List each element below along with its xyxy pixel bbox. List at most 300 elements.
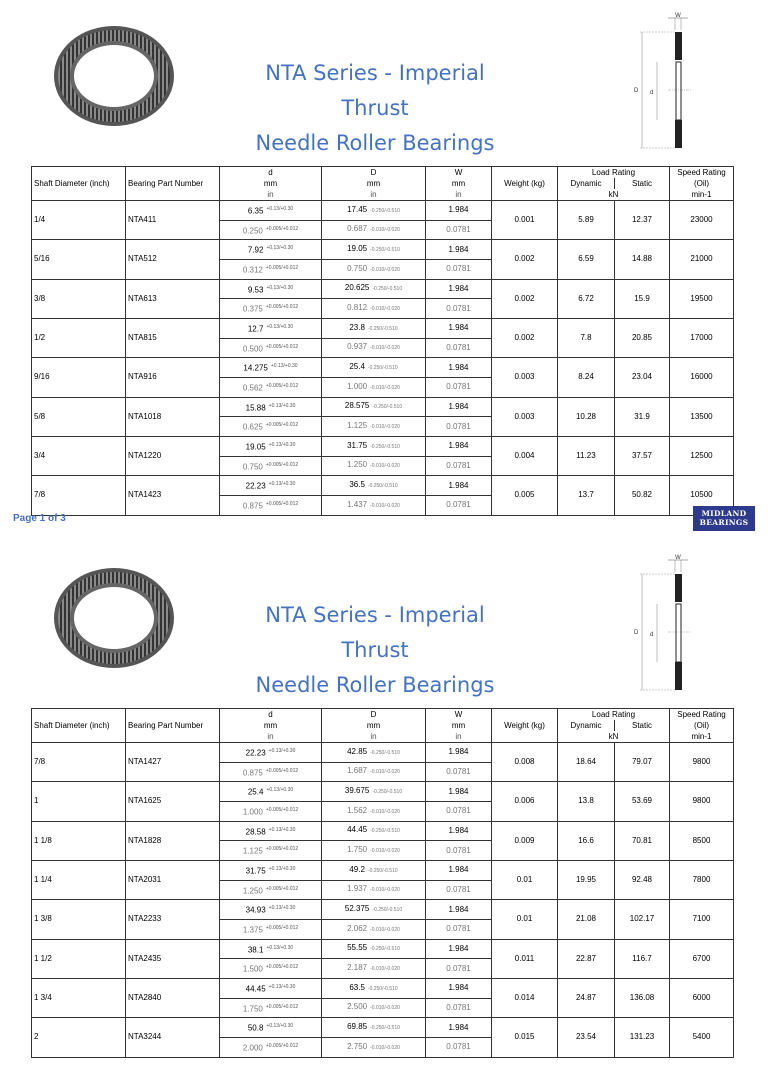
- table-row: [32, 782, 734, 802]
- D-in-value: 1.437: [347, 499, 368, 509]
- cell-shaft: 1 1/4: [32, 860, 126, 899]
- cell-shaft: 1 1/2: [32, 939, 126, 978]
- d-in-tolerance: +0.005/+0.012: [265, 225, 299, 232]
- D-in-value: 1.937: [347, 884, 368, 894]
- header-d: d: [220, 167, 322, 179]
- header-W: W: [426, 167, 492, 179]
- D-in-tolerance: -0.010/-0.020: [370, 769, 400, 776]
- cell-d-in: [220, 456, 322, 476]
- cell-D-mm: [322, 743, 426, 763]
- cell-D-in: [322, 299, 426, 319]
- cell-d-in: [220, 220, 322, 240]
- header-shaft: Shaft Diameter (inch): [32, 167, 126, 201]
- D-mm-value: 39.675: [344, 786, 370, 796]
- D-in-tolerance: -0.010/-0.020: [370, 848, 400, 855]
- cell-weight: 0.014: [492, 978, 558, 1017]
- D-in-tolerance: -0.010/-0.020: [370, 502, 400, 509]
- d-mm-tolerance: +0.13/+0.30: [266, 323, 294, 330]
- cell-static: 37.57: [615, 436, 670, 475]
- d-in-tolerance: +0.005/+0.012: [265, 304, 299, 311]
- cell-shaft: 3/4: [32, 436, 126, 475]
- cell-d-mm: [220, 436, 322, 456]
- header-oil: (Oil): [670, 178, 734, 189]
- cell-static: 136.08: [615, 978, 670, 1017]
- D-mm-value: 36.5: [349, 480, 365, 490]
- table-row: [32, 821, 734, 841]
- cell-d-mm: [220, 1018, 322, 1038]
- cell-D-mm: [322, 279, 426, 299]
- d-mm-tolerance: +0.13/+0.30: [266, 944, 294, 951]
- cell-W-in: 0.0781: [426, 998, 492, 1018]
- d-mm-value: 22.23: [245, 481, 266, 491]
- cell-D-mm: [322, 860, 426, 880]
- header-D-in: in: [322, 189, 426, 201]
- d-mm-value: 19.05: [245, 442, 266, 452]
- header-static: Static: [615, 720, 670, 731]
- cell-D-mm: [322, 782, 426, 802]
- D-mm-tolerance: -0.250/-0.510: [372, 286, 403, 293]
- cell-speed: 17000: [670, 318, 734, 357]
- diagram-label-d: d: [650, 90, 654, 96]
- d-mm-tolerance: +0.13/+0.30: [266, 245, 294, 252]
- logo-line-2: BEARINGS: [699, 518, 749, 527]
- cell-W-in: 0.0781: [426, 259, 492, 279]
- D-in-tolerance: -0.010/-0.020: [370, 1005, 400, 1012]
- d-mm-value: 9.53: [247, 285, 264, 295]
- D-mm-value: 42.85: [347, 746, 368, 756]
- D-in-value: 1.125: [347, 421, 368, 431]
- cell-part: NTA1220: [126, 436, 220, 475]
- cell-weight: 0.003: [492, 358, 558, 397]
- cell-weight: 0.009: [492, 821, 558, 860]
- cell-d-in: [220, 998, 322, 1018]
- header-load-rating: Load Rating: [558, 167, 670, 179]
- D-mm-value: 63.5: [349, 982, 365, 992]
- cell-static: 116.7: [615, 939, 670, 978]
- cell-dynamic: 6.59: [558, 240, 615, 279]
- cell-D-in: [322, 456, 426, 476]
- d-mm-value: 6.35: [247, 206, 264, 216]
- cell-dynamic: 24.87: [558, 978, 615, 1017]
- d-in-value: 1.375: [242, 925, 263, 935]
- header-W-in: in: [426, 189, 492, 201]
- D-mm-tolerance: -0.250/-0.510: [372, 789, 403, 796]
- D-mm-tolerance: -0.250/-0.510: [370, 207, 400, 214]
- cell-d-in: [220, 841, 322, 861]
- cell-D-in: [322, 801, 426, 821]
- D-mm-value: 19.05: [347, 244, 368, 254]
- D-in-value: 2.062: [347, 923, 368, 933]
- cell-D-in: [322, 959, 426, 979]
- D-mm-value: 20.625: [344, 283, 370, 293]
- D-in-tolerance: -0.010/-0.020: [370, 266, 400, 273]
- cell-W-mm: 1.984: [426, 782, 492, 802]
- cell-W-in: 0.0781: [426, 841, 492, 861]
- d-mm-tolerance: +0.13/+0.30: [266, 1023, 294, 1030]
- cell-speed: 6700: [670, 939, 734, 978]
- cell-W-in: 0.0781: [426, 417, 492, 437]
- d-mm-tolerance: +0.13/+0.30: [268, 441, 296, 448]
- cell-d-in: [220, 377, 322, 397]
- cell-weight: 0.011: [492, 939, 558, 978]
- d-mm-tolerance: +0.13/+0.30: [268, 481, 296, 488]
- cell-d-mm: [220, 318, 322, 338]
- cell-d-in: [220, 338, 322, 358]
- cell-part: NTA916: [126, 358, 220, 397]
- cell-D-in: [322, 919, 426, 939]
- d-in-value: 0.750: [242, 462, 263, 472]
- cell-speed: 8500: [670, 821, 734, 860]
- D-in-tolerance: -0.010/-0.020: [370, 463, 400, 470]
- D-mm-tolerance: -0.250/-0.510: [372, 404, 403, 411]
- cell-static: 50.82: [615, 476, 670, 515]
- cell-d-mm: [220, 860, 322, 880]
- d-in-tolerance: +0.005/+0.012: [265, 964, 299, 971]
- d-in-tolerance: +0.005/+0.012: [265, 767, 299, 774]
- bearing-spec-table: [31, 708, 734, 1058]
- cell-part: NTA1427: [126, 743, 220, 782]
- d-in-value: 0.625: [242, 422, 263, 432]
- cell-W-in: 0.0781: [426, 495, 492, 515]
- cell-shaft: 1 3/8: [32, 900, 126, 939]
- cell-D-mm: [322, 240, 426, 260]
- d-mm-value: 31.75: [245, 866, 266, 876]
- cell-speed: 7100: [670, 900, 734, 939]
- cell-static: 15.9: [615, 279, 670, 318]
- D-mm-tolerance: -0.250/-0.510: [370, 443, 400, 450]
- cell-d-mm: [220, 397, 322, 417]
- header-W-in: in: [426, 731, 492, 743]
- d-in-tolerance: +0.005/+0.012: [265, 846, 299, 853]
- cell-D-mm: [322, 476, 426, 496]
- d-in-value: 1.500: [242, 964, 263, 974]
- cell-dynamic: 23.54: [558, 1018, 615, 1057]
- cell-d-in: [220, 919, 322, 939]
- cell-W-in: 0.0781: [426, 762, 492, 782]
- D-in-value: 0.812: [347, 303, 368, 313]
- cell-part: NTA2233: [126, 900, 220, 939]
- D-mm-tolerance: -0.250/-0.510: [372, 907, 403, 914]
- d-mm-value: 28.58: [245, 827, 266, 837]
- cell-W-mm: 1.984: [426, 939, 492, 959]
- D-mm-value: 28.575: [344, 401, 370, 411]
- table-row: [32, 240, 734, 260]
- d-mm-tolerance: +0.13/+0.30: [268, 905, 296, 912]
- D-in-value: 2.500: [347, 1002, 368, 1012]
- D-in-tolerance: -0.010/-0.020: [370, 1044, 400, 1051]
- header-W-mm: mm: [426, 178, 492, 189]
- cell-part: NTA1018: [126, 397, 220, 436]
- cell-speed: 6000: [670, 978, 734, 1017]
- cell-speed: 7800: [670, 860, 734, 899]
- cell-d-mm: [220, 476, 322, 496]
- cell-static: 131.23: [615, 1018, 670, 1057]
- D-in-value: 1.687: [347, 766, 368, 776]
- header-speed: Speed Rating: [670, 709, 734, 721]
- d-mm-value: 7.92: [247, 245, 264, 255]
- cell-part: NTA2435: [126, 939, 220, 978]
- d-mm-tolerance: +0.13/+0.30: [266, 206, 294, 212]
- bearing-spec-table: [31, 166, 734, 516]
- cell-D-mm: [322, 1018, 426, 1038]
- d-in-tolerance: +0.005/+0.012: [265, 806, 299, 813]
- cell-static: 70.81: [615, 821, 670, 860]
- cell-static: 12.37: [615, 201, 670, 240]
- D-mm-tolerance: -0.250/-0.510: [367, 867, 398, 874]
- d-in-tolerance: +0.005/+0.012: [265, 924, 299, 931]
- cell-W-mm: 1.984: [426, 900, 492, 920]
- table-row: [32, 358, 734, 378]
- title-line-2: Needle Roller Bearings: [255, 131, 495, 155]
- table-row: [32, 1018, 734, 1038]
- cell-speed: 21000: [670, 240, 734, 279]
- D-mm-value: 25.4: [349, 362, 365, 372]
- bearing-photo: [52, 566, 176, 670]
- cell-speed: 19500: [670, 279, 734, 318]
- D-mm-value: 17.45: [347, 204, 368, 214]
- D-mm-tolerance: -0.250/-0.510: [370, 749, 400, 756]
- header-dynamic: Dynamic: [558, 720, 615, 731]
- cell-d-mm: [220, 279, 322, 299]
- cell-W-mm: 1.984: [426, 743, 492, 763]
- header-D-mm: mm: [322, 720, 426, 731]
- D-mm-tolerance: -0.250/-0.510: [370, 247, 400, 254]
- header-d-mm: mm: [220, 178, 322, 189]
- cell-D-mm: [322, 201, 426, 221]
- cell-d-mm: [220, 900, 322, 920]
- table-row: [32, 397, 734, 417]
- diagram-label-w: W: [675, 555, 681, 561]
- cell-part: NTA1625: [126, 782, 220, 821]
- D-mm-value: 55.55: [347, 943, 368, 953]
- cell-weight: 0.002: [492, 318, 558, 357]
- page-1: [0, 0, 768, 532]
- cell-d-mm: [220, 821, 322, 841]
- cell-speed: 13500: [670, 397, 734, 436]
- header-oil: (Oil): [670, 720, 734, 731]
- header-W-mm: mm: [426, 720, 492, 731]
- d-in-tolerance: +0.005/+0.012: [265, 500, 299, 507]
- d-in-tolerance: +0.005/+0.012: [265, 343, 299, 350]
- D-mm-value: 52.375: [344, 904, 370, 914]
- cell-dynamic: 18.64: [558, 743, 615, 782]
- cell-d-in: [220, 1037, 322, 1057]
- page-label: Page 1 of 3: [13, 513, 66, 524]
- D-in-tolerance: -0.010/-0.020: [370, 966, 400, 973]
- cell-weight: 0.005: [492, 476, 558, 515]
- cell-W-mm: 1.984: [426, 436, 492, 456]
- bearing-cross-section-diagram: [622, 550, 732, 700]
- cell-W-in: 0.0781: [426, 880, 492, 900]
- header-D-mm: mm: [322, 178, 426, 189]
- cell-speed: 9800: [670, 782, 734, 821]
- header-d-mm: mm: [220, 720, 322, 731]
- D-in-value: 1.562: [347, 805, 368, 815]
- d-mm-value: 44.45: [245, 984, 266, 994]
- cell-shaft: 7/8: [32, 743, 126, 782]
- cell-W-mm: 1.984: [426, 279, 492, 299]
- cell-static: 31.9: [615, 397, 670, 436]
- d-mm-tolerance: +0.13/+0.30: [268, 865, 296, 872]
- cell-dynamic: 8.24: [558, 358, 615, 397]
- cell-dynamic: 10.28: [558, 397, 615, 436]
- cell-W-in: 0.0781: [426, 220, 492, 240]
- title-line-2: Needle Roller Bearings: [255, 673, 495, 697]
- table-row: [32, 939, 734, 959]
- header-weight: Weight (kg): [492, 709, 558, 743]
- d-mm-tolerance: +0.13/+0.30: [266, 787, 294, 794]
- cell-W-mm: 1.984: [426, 978, 492, 998]
- d-mm-value: 22.23: [245, 748, 266, 758]
- D-in-tolerance: -0.010/-0.020: [370, 384, 400, 391]
- D-mm-tolerance: -0.250/-0.510: [370, 828, 400, 835]
- d-mm-value: 15.88: [245, 403, 266, 413]
- header-weight: Weight (kg): [492, 167, 558, 201]
- D-mm-tolerance: -0.250/-0.510: [370, 1025, 400, 1032]
- D-in-tolerance: -0.010/-0.020: [370, 345, 400, 352]
- table-row: [32, 436, 734, 456]
- header-D-in: in: [322, 731, 426, 743]
- d-in-tolerance: +0.005/+0.012: [265, 1042, 299, 1049]
- cell-W-in: 0.0781: [426, 801, 492, 821]
- cell-d-in: [220, 801, 322, 821]
- d-in-value: 0.875: [242, 768, 263, 778]
- cell-W-in: 0.0781: [426, 959, 492, 979]
- header-kN: kN: [558, 189, 670, 201]
- cell-dynamic: 22.87: [558, 939, 615, 978]
- d-in-value: 1.000: [242, 807, 263, 817]
- cell-W-mm: 1.984: [426, 397, 492, 417]
- cell-shaft: 1 3/4: [32, 978, 126, 1017]
- cell-shaft: 1 1/8: [32, 821, 126, 860]
- d-in-value: 1.125: [242, 846, 263, 856]
- cell-D-mm: [322, 939, 426, 959]
- cell-shaft: 3/8: [32, 279, 126, 318]
- cell-d-in: [220, 959, 322, 979]
- D-in-tolerance: -0.010/-0.020: [370, 926, 400, 933]
- D-in-value: 2.187: [347, 963, 368, 973]
- D-in-value: 1.250: [347, 460, 368, 470]
- cell-d-mm: [220, 201, 322, 221]
- cell-d-mm: [220, 240, 322, 260]
- d-mm-value: 34.93: [245, 905, 266, 915]
- D-in-tolerance: -0.010/-0.020: [370, 424, 400, 431]
- cell-shaft: 5/8: [32, 397, 126, 436]
- d-in-value: 0.375: [242, 304, 263, 314]
- D-mm-tolerance: -0.250/-0.510: [367, 483, 398, 490]
- cell-static: 20.85: [615, 318, 670, 357]
- header-load-rating: Load Rating: [558, 709, 670, 721]
- cell-D-in: [322, 495, 426, 515]
- cell-part: NTA3244: [126, 1018, 220, 1057]
- cell-part: NTA613: [126, 279, 220, 318]
- cell-weight: 0.001: [492, 201, 558, 240]
- d-in-tolerance: +0.005/+0.012: [265, 885, 299, 892]
- cell-d-in: [220, 417, 322, 437]
- cell-static: 23.04: [615, 358, 670, 397]
- cell-part: NTA815: [126, 318, 220, 357]
- d-mm-value: 12.7: [247, 324, 264, 334]
- table-body-page-2: [32, 743, 734, 1058]
- cell-part: NTA2031: [126, 860, 220, 899]
- logo-line-1: MIDLAND: [701, 509, 747, 518]
- cell-D-in: [322, 998, 426, 1018]
- D-in-tolerance: -0.010/-0.020: [370, 306, 400, 313]
- cell-d-mm: [220, 978, 322, 998]
- cell-part: NTA1828: [126, 821, 220, 860]
- D-in-value: 1.750: [347, 845, 368, 855]
- cell-d-in: [220, 880, 322, 900]
- page-title: [230, 56, 520, 161]
- cell-static: 14.88: [615, 240, 670, 279]
- D-in-value: 0.750: [347, 263, 368, 273]
- cell-d-in: [220, 762, 322, 782]
- cell-D-mm: [322, 397, 426, 417]
- D-in-value: 0.937: [347, 342, 368, 352]
- header-d-in: in: [220, 731, 322, 743]
- cell-dynamic: 13.7: [558, 476, 615, 515]
- d-mm-value: 14.275: [243, 363, 268, 373]
- D-mm-value: 23.8: [349, 322, 365, 332]
- cell-W-mm: 1.984: [426, 1018, 492, 1038]
- cell-dynamic: 6.72: [558, 279, 615, 318]
- cell-D-in: [322, 259, 426, 279]
- cell-d-mm: [220, 358, 322, 378]
- cell-W-mm: 1.984: [426, 476, 492, 496]
- cell-part: NTA512: [126, 240, 220, 279]
- cell-W-mm: 1.984: [426, 201, 492, 221]
- d-mm-tolerance: +0.13/+0.30: [268, 748, 296, 754]
- d-mm-tolerance: +0.13/+0.30: [268, 826, 296, 833]
- d-in-value: 2.000: [242, 1043, 263, 1053]
- table-row: [32, 318, 734, 338]
- header-static: Static: [615, 178, 670, 189]
- cell-dynamic: 11.23: [558, 436, 615, 475]
- cell-speed: 16000: [670, 358, 734, 397]
- diagram-label-w: W: [675, 13, 681, 19]
- cell-shaft: 2: [32, 1018, 126, 1057]
- cell-D-mm: [322, 900, 426, 920]
- D-in-tolerance: -0.010/-0.020: [370, 887, 400, 894]
- cell-d-in: [220, 495, 322, 515]
- cell-shaft: 1/4: [32, 201, 126, 240]
- d-in-value: 0.562: [242, 383, 263, 393]
- table-body-page-1: [32, 201, 734, 516]
- D-in-value: 1.000: [347, 381, 368, 391]
- cell-W-in: 0.0781: [426, 377, 492, 397]
- table-row: [32, 860, 734, 880]
- cell-shaft: 1: [32, 782, 126, 821]
- page-2: [0, 542, 768, 1074]
- cell-D-mm: [322, 821, 426, 841]
- cell-W-in: 0.0781: [426, 456, 492, 476]
- header-d: d: [220, 709, 322, 721]
- cell-weight: 0.002: [492, 240, 558, 279]
- d-mm-tolerance: +0.13/+0.30: [266, 284, 294, 291]
- cell-D-in: [322, 417, 426, 437]
- cell-part: NTA2840: [126, 978, 220, 1017]
- cell-shaft: 5/16: [32, 240, 126, 279]
- header-kN: kN: [558, 731, 670, 743]
- cell-speed: 10500: [670, 476, 734, 515]
- cell-dynamic: 21.08: [558, 900, 615, 939]
- title-line-1: NTA Series - Imperial Thrust: [265, 61, 485, 120]
- D-mm-tolerance: -0.250/-0.510: [367, 985, 398, 992]
- cell-weight: 0.008: [492, 743, 558, 782]
- cell-static: 53.69: [615, 782, 670, 821]
- D-mm-value: 69.85: [347, 1022, 368, 1032]
- cell-d-mm: [220, 743, 322, 763]
